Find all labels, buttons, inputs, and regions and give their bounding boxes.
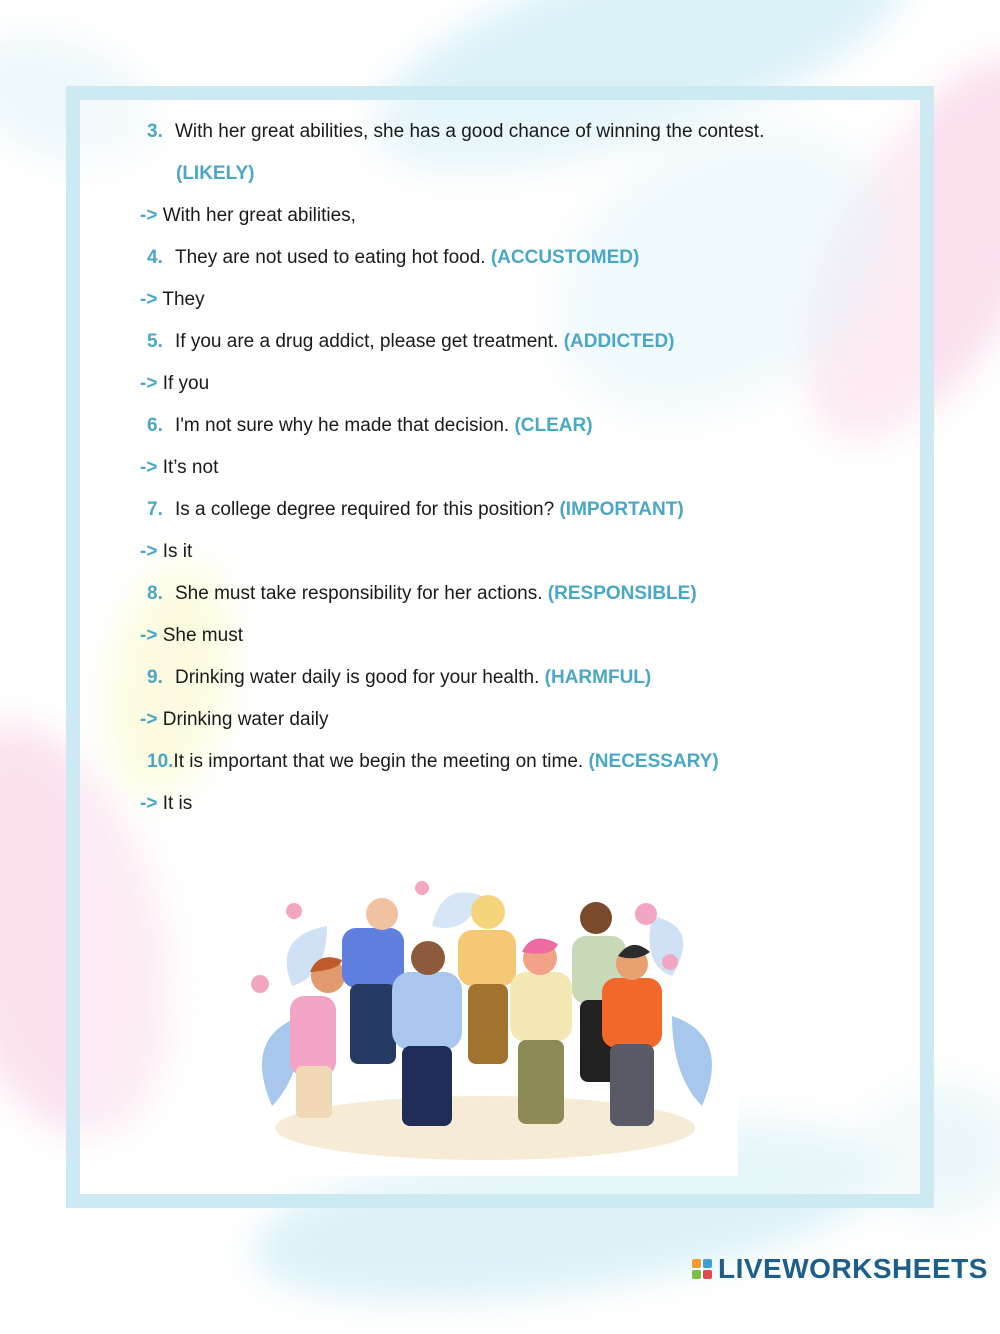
question-number: 7. xyxy=(147,499,163,520)
answer-8[interactable] xyxy=(140,624,243,648)
question-text: She must take responsibility for her actions. xyxy=(175,583,543,604)
answer-text[interactable]: Drinking water daily xyxy=(162,709,329,730)
answer-text[interactable]: If you xyxy=(162,373,210,394)
question-text: It is important that we begin the meeting on time. xyxy=(173,751,584,772)
answer-9[interactable] xyxy=(140,708,329,732)
question-8 xyxy=(147,582,697,606)
arrow-icon: -> xyxy=(140,709,158,730)
answer-3[interactable] xyxy=(140,204,356,228)
arrow-icon: -> xyxy=(140,541,158,562)
question-text: Is a college degree required for this position? xyxy=(175,499,555,520)
logo-text: LIVEWORKSHEETS xyxy=(718,1253,988,1284)
answer-text[interactable]: Is it xyxy=(162,541,193,562)
answer-text[interactable]: She must xyxy=(162,625,243,646)
question-10 xyxy=(147,750,719,774)
logo-grid-icon xyxy=(692,1259,712,1279)
keyword: (NECESSARY) xyxy=(588,751,719,772)
arrow-icon: -> xyxy=(140,793,158,814)
question-7 xyxy=(147,498,684,522)
arrow-icon: -> xyxy=(140,457,158,478)
keyword: (ACCUSTOMED) xyxy=(490,247,640,268)
arrow-icon: -> xyxy=(140,205,158,226)
logo-square xyxy=(692,1270,701,1279)
question-text: Drinking water daily is good for your health. xyxy=(175,667,540,688)
question-text: I'm not sure why he made that decision. xyxy=(175,415,510,436)
logo-square xyxy=(692,1259,701,1268)
answer-text[interactable]: They xyxy=(162,289,205,310)
question-number: 6. xyxy=(147,415,163,436)
answer-text[interactable]: With her great abilities, xyxy=(162,205,356,226)
question-3-keyword-line xyxy=(176,162,254,186)
group-of-friends-illustration xyxy=(232,866,738,1176)
question-text: If you are a drug addict, please get treatment. xyxy=(175,331,559,352)
arrow-icon: -> xyxy=(140,373,158,394)
keyword: (IMPORTANT) xyxy=(559,499,684,520)
answer-5[interactable] xyxy=(140,372,209,396)
question-5 xyxy=(147,330,675,354)
keyword: (ADDICTED) xyxy=(563,331,675,352)
question-number: 3. xyxy=(147,121,163,142)
liveworksheets-logo xyxy=(692,1254,988,1284)
question-number: 9. xyxy=(147,667,163,688)
answer-text[interactable]: It is xyxy=(162,793,193,814)
question-4 xyxy=(147,246,639,270)
question-number: 5. xyxy=(147,331,163,352)
answer-6[interactable] xyxy=(140,456,218,480)
question-6 xyxy=(147,414,593,438)
keyword: (LIKELY) xyxy=(176,163,255,184)
arrow-icon: -> xyxy=(140,625,158,646)
keyword: (CLEAR) xyxy=(514,415,593,436)
logo-square xyxy=(703,1270,712,1279)
answer-7[interactable] xyxy=(140,540,192,564)
question-3 xyxy=(147,120,764,144)
logo-square xyxy=(703,1259,712,1268)
arrow-icon: -> xyxy=(140,289,158,310)
question-text: With her great abilities, she has a good chance of winning the contest. xyxy=(175,121,765,142)
keyword: (HARMFUL) xyxy=(544,667,652,688)
question-number: 10. xyxy=(147,751,174,772)
question-number: 4. xyxy=(147,247,163,268)
question-9 xyxy=(147,666,651,690)
question-number: 8. xyxy=(147,583,163,604)
friends-icon xyxy=(232,866,738,1176)
answer-10[interactable] xyxy=(140,792,192,816)
answer-4[interactable] xyxy=(140,288,205,312)
answer-text[interactable]: It’s not xyxy=(162,457,219,478)
keyword: (RESPONSIBLE) xyxy=(547,583,697,604)
question-text: They are not used to eating hot food. xyxy=(175,247,486,268)
